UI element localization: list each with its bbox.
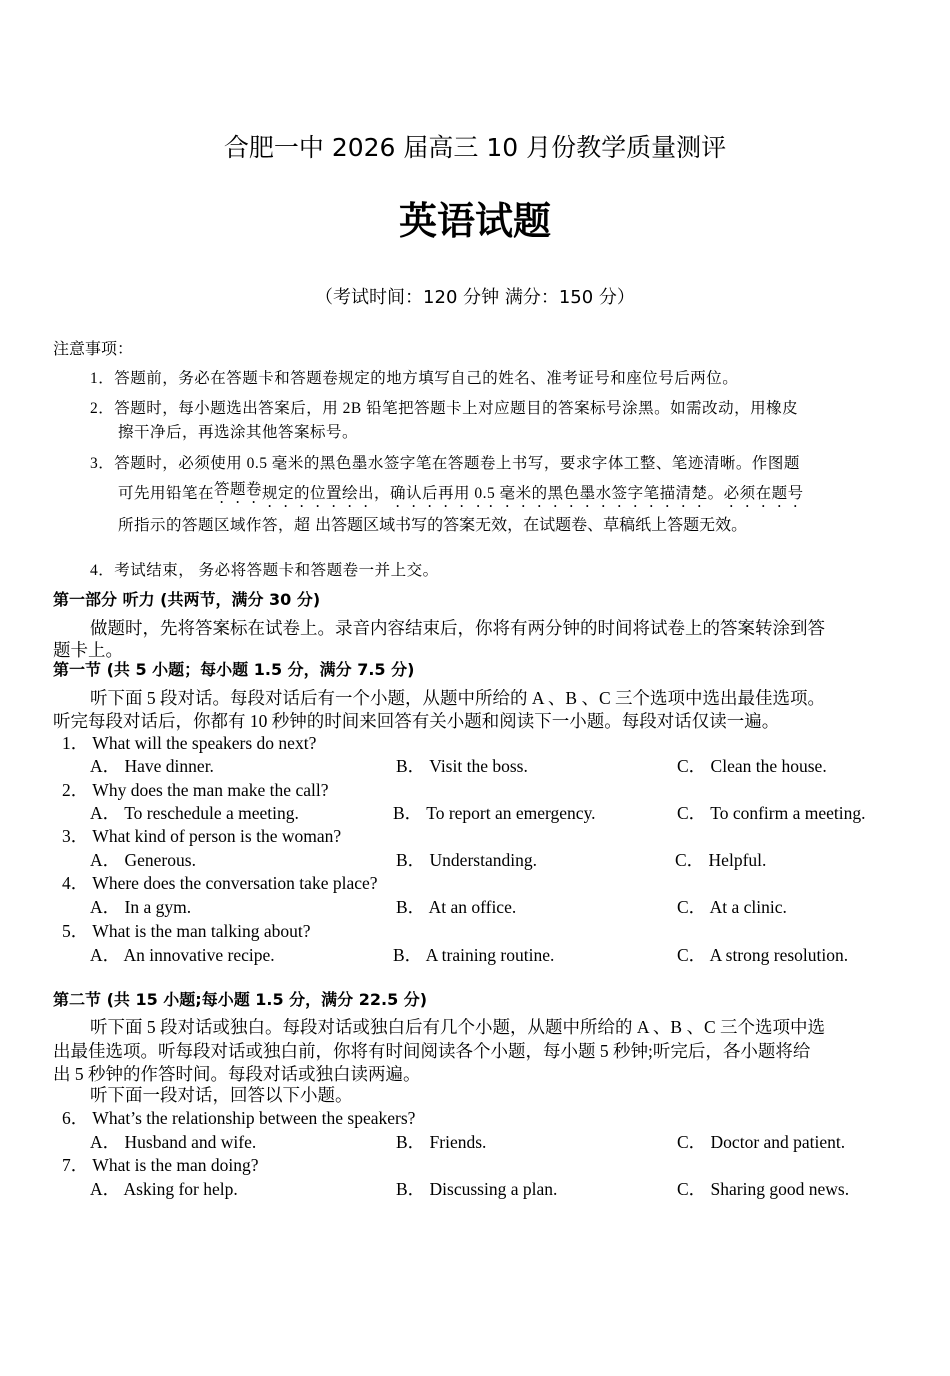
- question-4-stem: 4． Where does the conversation take place?: [62, 873, 378, 893]
- question-2-option-b: B． To report an emergency.: [393, 803, 596, 823]
- notice-heading: 注意事项：: [53, 339, 134, 358]
- question-1-option-c: C． Clean the house.: [677, 756, 827, 776]
- section1-instruction-line2: 听完每段对话后，你都有 10 秒钟的时间来回答有关小题和阅读下一小题。每段对话仅读一遍。: [53, 711, 780, 731]
- notice-item-3-line3-a: 所指示的答题区域作答，: [118, 517, 295, 534]
- question-5-option-a: A． An innovative recipe.: [90, 945, 275, 965]
- question-2-option-c: C． To confirm a meeting.: [677, 803, 866, 823]
- question-3-option-b: B． Understanding.: [396, 850, 537, 870]
- question-7-option-c: C． Sharing good news.: [677, 1179, 850, 1199]
- notice-item-3-line2-c: 规定的位置绘出，确认后再用 0.5 毫米的黑色墨水签字笔描清楚。必须在题号: [262, 485, 804, 502]
- question-5-stem: 5． What is the man talking about?: [62, 921, 311, 941]
- section2-instruction-line2: 出最佳选项。听每段对话或独白前，你将有时间阅读各个小题，每小题 5 秒钟;听完后，各小题将给: [53, 1041, 811, 1061]
- notice-item-1: 1．答题前，务必在答题卡和答题卷规定的地方填写自己的姓名、准考证号和座位号后两位。: [90, 370, 739, 387]
- question-3-option-a: A． Generous.: [90, 850, 196, 870]
- question-6-stem: 6． What’s the relationship between the speakers?: [62, 1108, 416, 1128]
- question-4-option-c: C． At a clinic.: [677, 897, 787, 917]
- part1-instruction-line2: 题卡上。: [53, 640, 123, 660]
- section2-sub-instruction: 听下面一段对话，回答以下小题。: [90, 1085, 353, 1105]
- notice-item-3-line1: 3．答题时，必须使用 0.5 毫米的黑色墨水签字笔在答题卷上书写，要求字体工整、笔迹清晰。作图题: [90, 455, 800, 472]
- question-7-option-b: B． Discussing a plan.: [396, 1179, 558, 1199]
- question-4-option-b: B． At an office.: [396, 897, 517, 917]
- notice-item-3-line3: [118, 512, 747, 535]
- section1-heading: 第一节 (共 5 小题；每小题 1.5 分，满分 7.5 分): [53, 660, 415, 679]
- question-6-option-a: A． Husband and wife.: [90, 1132, 257, 1152]
- section2-heading: 第二节 (共 15 小题;每小题 1.5 分，满分 22.5 分): [53, 990, 428, 1009]
- question-6-option-c: C． Doctor and patient.: [677, 1132, 846, 1152]
- question-2-option-a: A． To reschedule a meeting.: [90, 803, 299, 823]
- question-3-option-c: C． Helpful.: [675, 850, 767, 870]
- section2-instruction-line1: 听下面 5 段对话或独白。每段对话或独白后有几个小题，从题中所给的 A 、B 、C 三个选项中选: [90, 1017, 826, 1037]
- question-1-option-a: A． Have dinner.: [90, 756, 214, 776]
- question-7-stem: 7． What is the man doing?: [62, 1155, 259, 1175]
- question-1-stem: 1． What will the speakers do next?: [62, 733, 317, 753]
- notice-item-2-line1: 2．答题时，每小题选出答案后，用 2B 铅笔把答题卡上对应题目的答案标号涂黑。如需改动，用橡皮: [90, 400, 799, 417]
- exam-info: （考试时间：120 分钟 满分：150 分）: [315, 287, 635, 308]
- question-2-stem: 2． Why does the man make the call?: [62, 780, 329, 800]
- question-5-option-b: B． A training routine.: [393, 945, 555, 965]
- notice-item-2-line2: 擦干净后，再选涂其他答案标号。: [118, 424, 359, 441]
- question-5-option-c: C． A strong resolution.: [677, 945, 849, 965]
- notice-item-3-line2-a: 可先用铅笔在: [118, 485, 215, 502]
- notice-warning-text: 超 出答题区域书写的答案无效，在试题卷、草稿纸上答题无效。: [294, 515, 748, 534]
- notice-item-4: 4．考试结束， 务必将答题卡和答题卷一并上交。: [90, 562, 439, 579]
- exam-subtitle: 合肥一中 2026 届高三 10 月份教学质量测评: [223, 133, 727, 162]
- notice-answer-sheet-term: 答题卷: [214, 481, 263, 498]
- section1-instruction-line1: 听下面 5 段对话。每段对话后有一个小题，从题中所给的 A 、B 、C 三个选项中选出最佳选项。: [90, 688, 826, 708]
- question-6-option-b: B． Friends.: [396, 1132, 487, 1152]
- notice-item-3-line2: [118, 481, 804, 511]
- section2-instruction-line3: 出 5 秒钟的作答时间。每段对话或独白读两遍。: [53, 1064, 421, 1084]
- question-3-stem: 3． What kind of person is the woman?: [62, 826, 342, 846]
- part1-heading: 第一部分 听力 (共两节，满分 30 分): [53, 590, 321, 609]
- part1-instruction-line1: 做题时，先将答案标在试卷上。录音内容结束后，你将有两分钟的时间将试卷上的答案转涂到答: [90, 618, 825, 638]
- question-4-option-a: A． In a gym.: [90, 897, 192, 917]
- page-title: 英语试题: [398, 201, 551, 243]
- question-7-option-a: A． Asking for help.: [90, 1179, 238, 1199]
- question-1-option-b: B． Visit the boss.: [396, 756, 528, 776]
